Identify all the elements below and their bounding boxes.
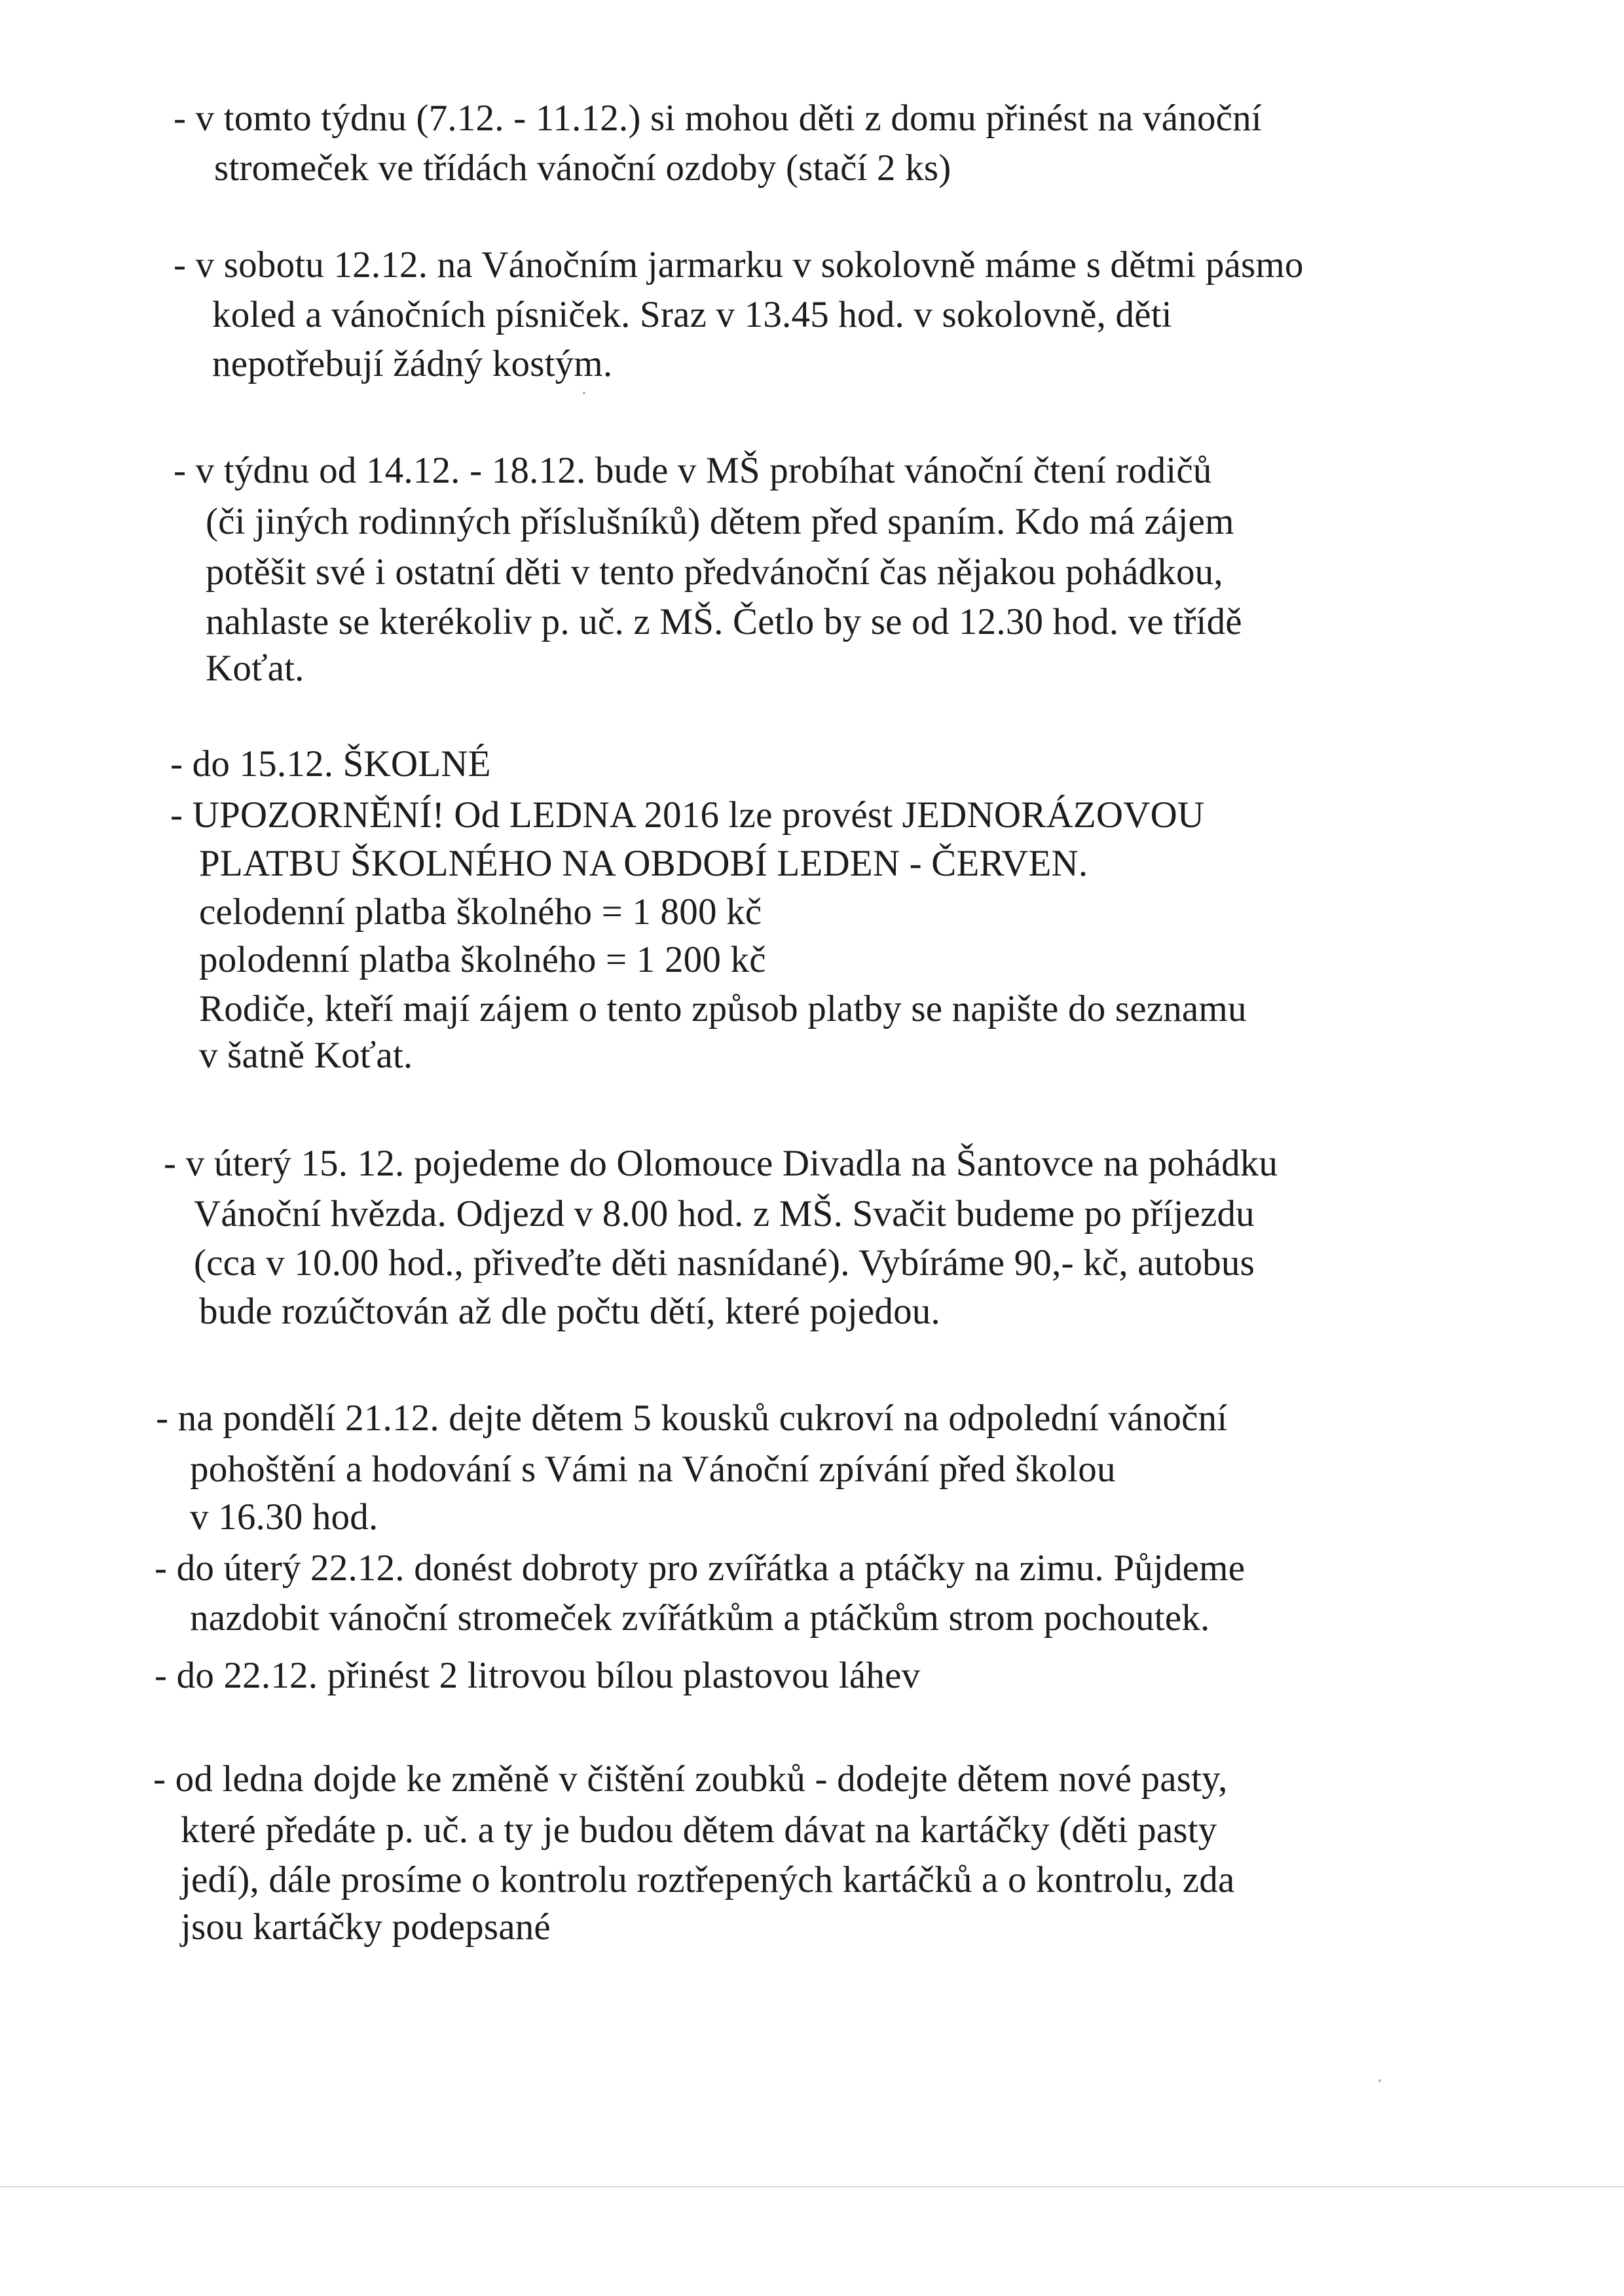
- item-4-line-1: - do 15.12. ŠKOLNÉ: [170, 743, 491, 785]
- item-8-line-1: - do úterý 22.12. donést dobroty pro zvířátka a ptáčky na zimu. Půjdeme: [155, 1547, 1246, 1589]
- item-2-line-3: nepotřebují žádný kostým.: [212, 343, 613, 384]
- item-10-line-2: které předáte p. uč. a ty je budou dětem dávat na kartáčky (děti pasty: [181, 1809, 1217, 1851]
- item-6-line-1: - v úterý 15. 12. pojedeme do Olomouce Divadla na Šantovce na pohádku: [164, 1143, 1278, 1184]
- item-5-line-5: Rodiče, kteří mají zájem o tento způsob platby se napište do seznamu: [199, 988, 1247, 1029]
- item-1-line-2: stromeček ve třídách vánoční ozdoby (stačí 2 ks): [214, 147, 951, 189]
- item-6-line-4: bude rozúčtován až dle počtu dětí, které pojedou.: [199, 1291, 940, 1332]
- item-9-line-1: - do 22.12. přinést 2 litrovou bílou plastovou láhev: [155, 1655, 921, 1696]
- item-3-line-2: (či jiných rodinných příslušníků) dětem před spaním. Kdo má zájem: [206, 501, 1234, 542]
- item-6-line-2: Vánoční hvězda. Odjezd v 8.00 hod. z MŠ. Svačit budeme po příjezdu: [194, 1193, 1255, 1234]
- item-5-line-3: celodenní platba školného = 1 800 kč: [199, 891, 762, 933]
- item-6-line-3: (cca v 10.00 hod., přiveďte děti nasnídané). Vybíráme 90,- kč, autobus: [194, 1242, 1255, 1284]
- item-7-line-3: v 16.30 hod.: [190, 1496, 378, 1538]
- scan-speck: [583, 392, 585, 394]
- item-7-line-2: pohoštění a hodování s Vámi na Vánoční zpívání před školou: [190, 1449, 1116, 1490]
- item-2-line-1: - v sobotu 12.12. na Vánočním jarmarku v sokolovně máme s dětmi pásmo: [174, 244, 1304, 286]
- item-10-line-3: jedí), dále prosíme o kontrolu roztřepených kartáčků a o kontrolu, zda: [181, 1859, 1235, 1900]
- item-5-line-4: polodenní platba školného = 1 200 kč: [199, 939, 766, 980]
- item-3-line-3: potěšit své i ostatní děti v tento předvánoční čas nějakou pohádkou,: [206, 551, 1223, 593]
- item-1-line-1: - v tomto týdnu (7.12. - 11.12.) si mohou děti z domu přinést na vánoční: [174, 98, 1262, 139]
- item-10-line-1: - od ledna dojde ke změně v čištění zoubků - dodejte dětem nové pasty,: [153, 1758, 1228, 1800]
- item-5-line-6: v šatně Koťat.: [199, 1035, 413, 1076]
- item-5-line-1: - UPOZORNĚNÍ! Od LEDNA 2016 lze provést JEDNORÁZOVOU: [170, 794, 1205, 836]
- item-7-line-1: - na pondělí 21.12. dejte dětem 5 kousků cukroví na odpolední vánoční: [156, 1398, 1228, 1439]
- item-10-line-4: jsou kartáčky podepsané: [181, 1906, 551, 1948]
- scan-edge-line: [0, 2186, 1624, 2187]
- item-2-line-2: koled a vánočních písniček. Sraz v 13.45 hod. v sokolovně, děti: [212, 294, 1172, 335]
- item-5-line-2: PLATBU ŠKOLNÉHO NA OBDOBÍ LEDEN - ČERVEN.: [199, 843, 1088, 884]
- item-8-line-2: nazdobit vánoční stromeček zvířátkům a ptáčkům strom pochoutek.: [190, 1597, 1210, 1639]
- scan-speck: [1378, 2079, 1381, 2082]
- item-3-line-4: nahlaste se kterékoliv p. uč. z MŠ. Četlo by se od 12.30 hod. ve třídě: [206, 601, 1242, 642]
- item-3-line-5: Koťat.: [206, 648, 304, 689]
- item-3-line-1: - v týdnu od 14.12. - 18.12. bude v MŠ probíhat vánoční čtení rodičů: [174, 450, 1212, 491]
